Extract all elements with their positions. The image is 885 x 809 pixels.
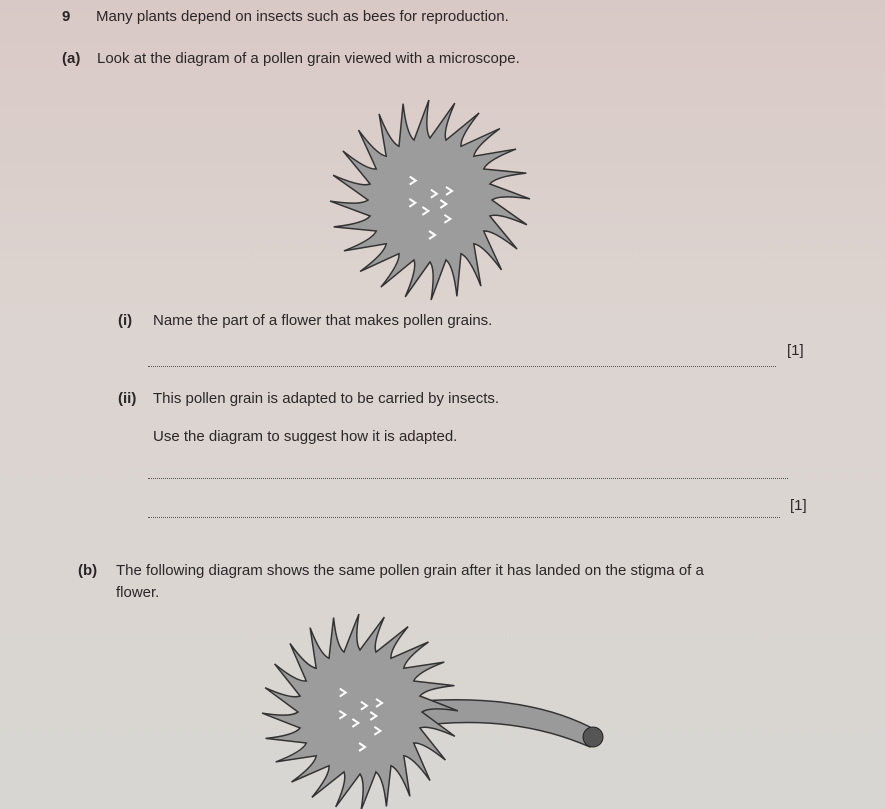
answer-line-ii-1[interactable] <box>148 478 788 479</box>
pollen-grain-diagram <box>320 95 540 305</box>
part-b-text-1: The following diagram shows the same pollen grain after it has landed on the stigma of a <box>116 562 704 579</box>
pollen-tube-diagram <box>260 612 620 809</box>
part-a-i-label: (i) <box>118 312 133 329</box>
part-a-ii-label: (ii) <box>118 390 137 407</box>
question-number: 9 <box>62 8 71 25</box>
part-a-ii-text: This pollen grain is adapted to be carried by insects. <box>153 390 500 407</box>
part-b-label: (b) <box>78 562 98 579</box>
part-a-text: Look at the diagram of a pollen grain viewed with a microscope. <box>97 50 520 67</box>
marks-ii: [1] <box>790 497 807 514</box>
pollen-grain-spiky-wall <box>330 100 530 300</box>
answer-line-i[interactable] <box>148 366 776 367</box>
tube-nucleus <box>583 727 603 747</box>
part-a-i-text: Name the part of a flower that makes pollen grains. <box>153 312 493 329</box>
marks-i: [1] <box>787 342 804 359</box>
part-b-text-2: flower. <box>116 584 160 601</box>
part-a-ii-prompt: Use the diagram to suggest how it is adapted. <box>153 428 458 445</box>
answer-line-ii-2[interactable] <box>148 517 780 518</box>
question-intro: Many plants depend on insects such as bees for reproduction. <box>96 8 509 25</box>
part-a-label: (a) <box>62 50 81 67</box>
